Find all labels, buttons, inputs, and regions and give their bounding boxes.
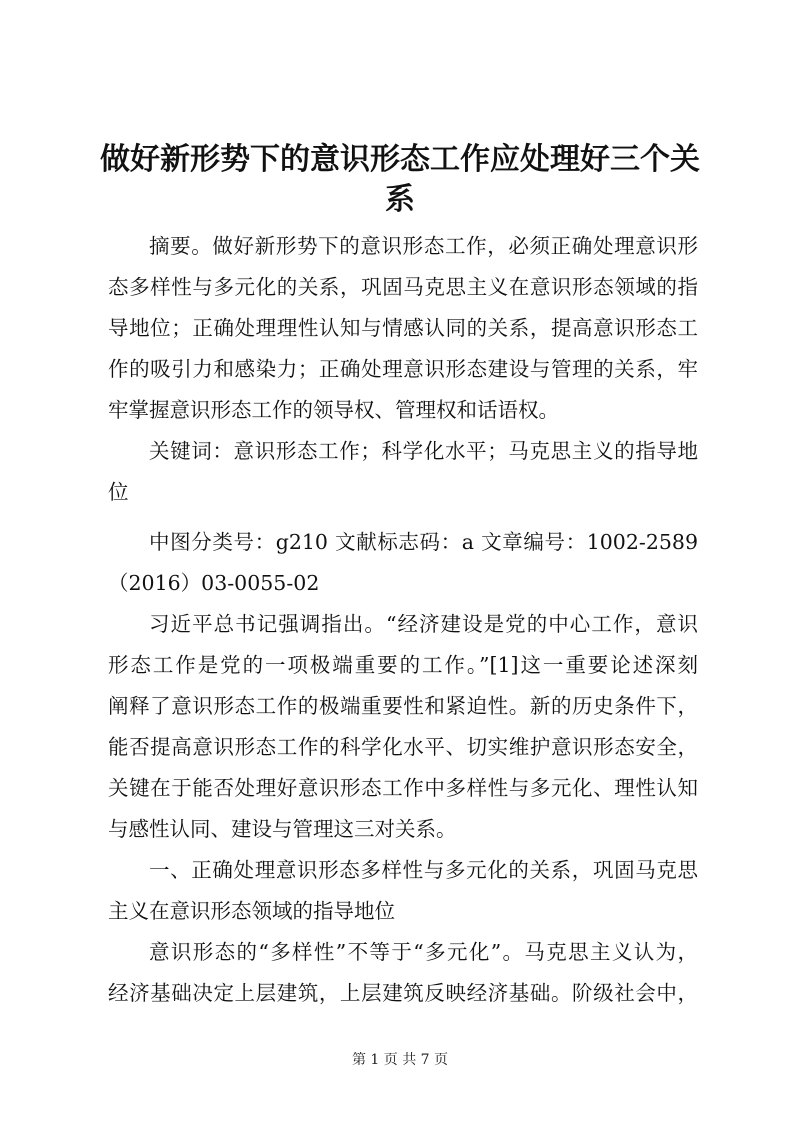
intro-line: 阐释了意识形态工作的极端重要性和紧迫性。新的历史条件下， <box>108 694 698 718</box>
keywords-paragraph <box>108 431 698 513</box>
title-line-2: 系 <box>385 182 415 217</box>
section-heading-line: 一、正确处理意识形态多样性与多元化的关系，巩固马克思 <box>149 858 698 882</box>
document-body <box>108 226 698 1014</box>
body-line: 意识形态的“多样性”不等于“多元化”。马克思主义认为， <box>149 940 698 964</box>
body-line: 经济基础决定上层建筑，上层建筑反映经济基础。阶级社会中， <box>108 981 698 1005</box>
intro-line: 习近平总书记强调指出。“经济建设是党的中心工作，意识 <box>149 612 698 636</box>
page-number-label: 第 1 页 共 7 页 <box>351 1052 449 1068</box>
abstract-line: 作的吸引力和感染力；正确处理意识形态建设与管理的关系，牢 <box>108 357 698 381</box>
section-heading-line: 主义在意识形态领域的指导地位 <box>108 899 395 923</box>
keywords-line: 关键词：意识形态工作；科学化水平；马克思主义的指导地 <box>149 439 698 463</box>
abstract-line: 摘要。做好新形势下的意识形态工作，必须正确处理意识形 <box>149 234 698 258</box>
intro-line: 形态工作是党的一项极端重要的工作。”[1]这一重要论述深刻 <box>108 653 698 677</box>
abstract-line: 态多样性与多元化的关系，巩固马克思主义在意识形态领域的指 <box>108 275 698 299</box>
intro-line: 能否提高意识形态工作的科学化水平、切实维护意识形态安全， <box>108 735 698 759</box>
title-line-1: 做好新形势下的意识形态工作应处理好三个关 <box>100 142 700 177</box>
intro-line: 关键在于能否处理好意识形态工作中多样性与多元化、理性认知 <box>108 776 698 800</box>
section-heading-1 <box>108 850 698 932</box>
intro-paragraph <box>108 604 698 850</box>
intro-line: 与感性认同、建设与管理这三对关系。 <box>108 817 457 841</box>
page-footer <box>0 1050 800 1070</box>
document-title <box>100 140 700 220</box>
abstract-line: 牢掌握意识形态工作的领导权、管理权和话语权。 <box>108 398 559 422</box>
body-paragraph <box>108 932 698 1014</box>
classification-paragraph <box>108 522 698 604</box>
keywords-line: 位 <box>108 480 129 504</box>
classification-line: 中图分类号：g210 文献标志码：a 文章编号：1002-2589 <box>149 530 698 554</box>
abstract-line: 导地位；正确处理理性认知与情感认同的关系，提高意识形态工 <box>108 316 698 340</box>
abstract-paragraph <box>108 226 698 431</box>
classification-line: （2016）03-0055-02 <box>108 571 320 595</box>
